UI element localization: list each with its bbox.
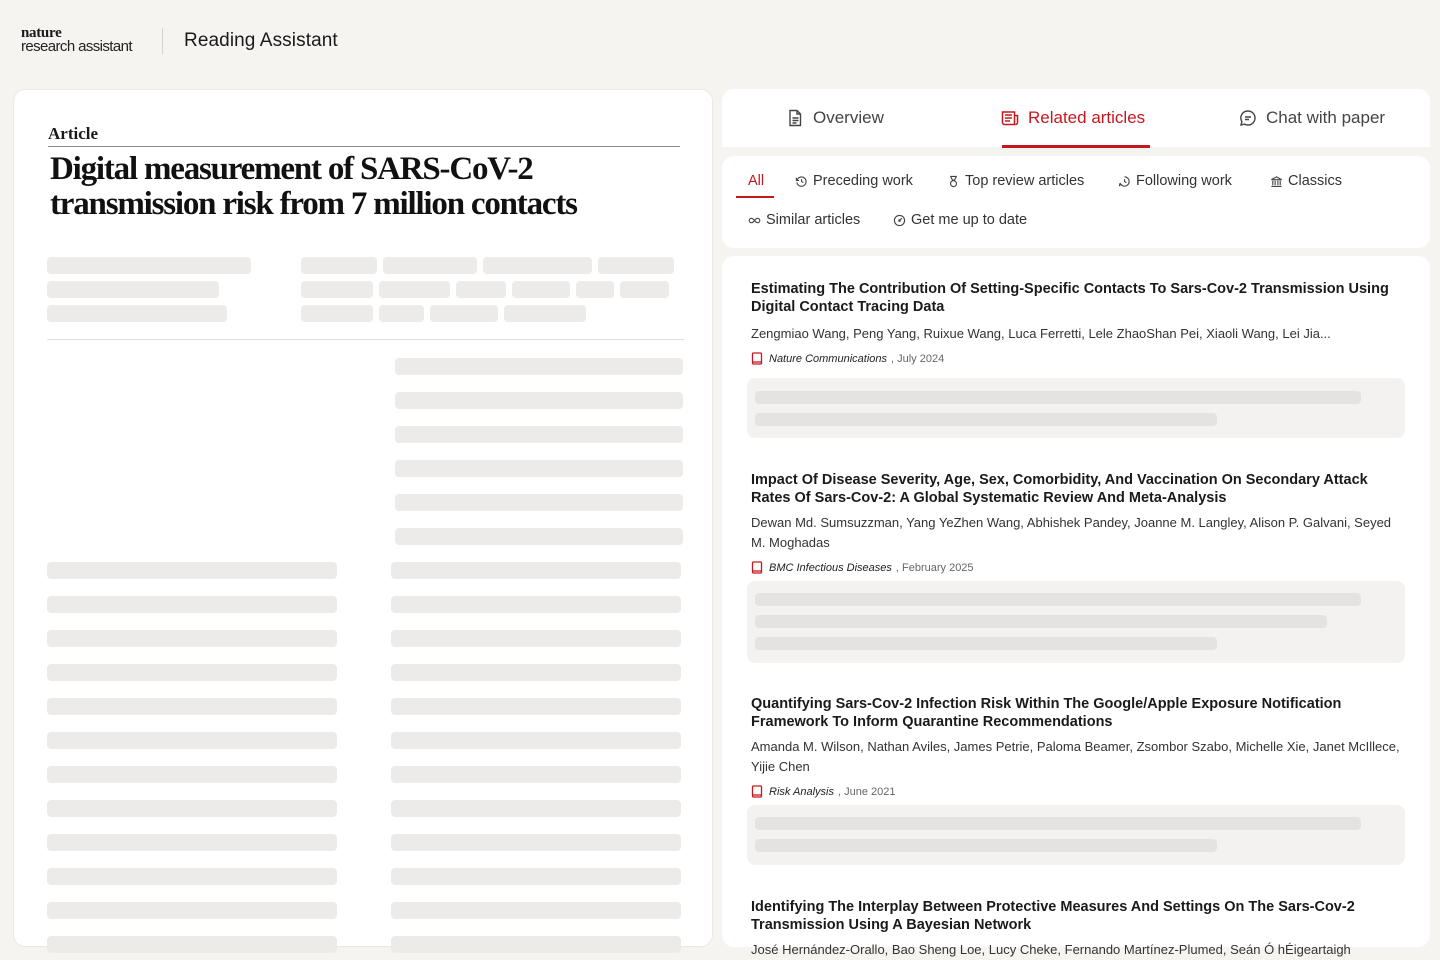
skeleton-line	[395, 528, 683, 545]
filter-similar-articles-label: Similar articles	[766, 212, 861, 228]
result-title[interactable]: Impact Of Disease Severity, Age, Sex, Comorbidity, And Vaccination On Secondary Attack Rates Of Sars-Cov-2: A Global Systematic Review And Meta-Analysis	[751, 472, 1368, 506]
active-filter-indicator	[736, 196, 774, 198]
skeleton-line	[391, 732, 681, 749]
skeleton-line	[483, 257, 592, 274]
skeleton-line	[391, 698, 681, 715]
related-filter-bar	[722, 156, 1430, 248]
summary-loading	[747, 581, 1405, 663]
skeleton-line	[755, 593, 1361, 606]
skeleton-line	[512, 281, 570, 298]
filter-following-work[interactable]	[1118, 170, 1232, 192]
result-title[interactable]: Identifying The Interplay Between Protective Measures And Settings On The Sars-Cov-2 Transmission Using A Bayesian Network	[751, 899, 1355, 933]
result-journal: BMC Infectious Diseases	[769, 562, 892, 574]
skeleton-line	[47, 936, 337, 953]
skeleton-line	[391, 800, 681, 817]
filter-classics-label: Classics	[1288, 173, 1342, 189]
filter-preceding-work-label: Preceding work	[813, 173, 913, 189]
skeleton-line	[47, 868, 337, 885]
skeleton-line	[598, 257, 674, 274]
result-title[interactable]: Quantifying Sars-Cov-2 Infection Risk Within The Google/Apple Exposure Notification Framework To Inform Quarantine Recommendations	[751, 696, 1342, 730]
skeleton-line	[47, 800, 337, 817]
panel-tabs	[722, 89, 1430, 147]
filter-top-review-articles[interactable]	[947, 170, 1084, 192]
tab-related-articles[interactable]	[1000, 89, 1145, 147]
skeleton-line	[47, 305, 227, 322]
skeleton-line	[456, 281, 506, 298]
skeleton-line	[47, 732, 337, 749]
skeleton-line	[47, 562, 337, 579]
skeleton-line	[391, 630, 681, 647]
skeleton-line	[395, 392, 683, 409]
skeleton-line	[379, 281, 450, 298]
article-title-rule	[48, 146, 680, 147]
result-journal: Risk Analysis	[769, 786, 834, 798]
skeleton-line	[47, 596, 337, 613]
result-authors: José Hernández-Orallo, Bao Sheng Loe, Lucy Cheke, Fernando Martínez-Plumed, Seán Ó hÉigeartaigh	[751, 942, 1351, 957]
book-icon	[751, 352, 763, 366]
result-meta	[751, 352, 1401, 366]
result-title[interactable]: Estimating The Contribution Of Setting-Specific Contacts To Sars-Cov-2 Transmission Using Digital Contact Tracing Data	[751, 281, 1389, 315]
skeleton-line	[391, 766, 681, 783]
filter-following-work-label: Following work	[1136, 173, 1232, 189]
medal-icon	[947, 175, 960, 188]
skeleton-line	[391, 596, 681, 613]
result-meta	[751, 785, 1401, 799]
result-journal: Nature Communications	[769, 353, 887, 365]
top-bar	[0, 0, 1440, 84]
skeleton-line	[47, 664, 337, 681]
skeleton-line	[391, 562, 681, 579]
content-separator	[47, 339, 684, 340]
skeleton-line	[383, 257, 477, 274]
skeleton-line	[391, 936, 681, 953]
skeleton-line	[47, 630, 337, 647]
nature-research-assistant-logo[interactable]	[21, 27, 132, 53]
logo-line-2: research assistant	[21, 38, 132, 55]
skeleton-line	[391, 664, 681, 681]
tab-overview[interactable]	[785, 89, 884, 147]
tab-chat-label: Chat with paper	[1266, 108, 1386, 127]
result-authors: Zengmiao Wang, Peng Yang, Ruixue Wang, Luca Ferretti, Lele ZhaoShan Pei, Xiaoli Wang, Lei Jia...	[751, 326, 1331, 341]
related-articles-list	[722, 256, 1430, 957]
document-icon	[785, 108, 805, 128]
skeleton-line	[395, 358, 683, 375]
history-icon	[795, 175, 808, 188]
list-item[interactable]	[751, 471, 1401, 575]
gauge-icon	[893, 214, 906, 227]
skeleton-line	[755, 413, 1217, 426]
skeleton-line	[620, 281, 669, 298]
skeleton-line	[47, 902, 337, 919]
logo-line-1: nature	[21, 25, 62, 41]
skeleton-line	[391, 902, 681, 919]
skeleton-line	[755, 637, 1217, 650]
skeleton-line	[391, 834, 681, 851]
skeleton-line	[47, 281, 219, 298]
filter-top-review-label: Top review articles	[965, 173, 1085, 189]
book-icon	[751, 561, 763, 575]
newspaper-icon	[1000, 108, 1020, 128]
article-title: Digital measurement of SARS-CoV-2 transmission risk from 7 million contacts	[50, 151, 577, 222]
skeleton-line	[301, 305, 373, 322]
skeleton-line	[47, 834, 337, 851]
skeleton-line	[301, 281, 373, 298]
chat-bubble-icon	[1238, 108, 1258, 128]
tab-overview-label: Overview	[813, 108, 884, 127]
columns-building-icon	[1270, 175, 1283, 188]
skeleton-line	[430, 305, 498, 322]
skeleton-line	[47, 257, 251, 274]
skeleton-line	[47, 698, 337, 715]
skeleton-line	[576, 281, 614, 298]
forward-clock-icon	[1118, 175, 1131, 188]
skeleton-line	[504, 305, 586, 322]
tab-related-articles-label: Related articles	[1028, 108, 1146, 127]
filter-get-me-up-to-date[interactable]	[893, 209, 1027, 231]
book-icon	[751, 785, 763, 799]
skeleton-line	[755, 839, 1217, 852]
skeleton-line	[755, 615, 1327, 628]
result-date: , June 2021	[838, 786, 896, 798]
skeleton-line	[301, 257, 377, 274]
summary-loading	[747, 805, 1405, 865]
tab-chat-with-paper[interactable]	[1238, 89, 1385, 147]
list-item[interactable]	[751, 695, 1401, 799]
skeleton-line	[47, 766, 337, 783]
filter-all[interactable]	[748, 170, 764, 192]
infinity-icon	[748, 214, 761, 227]
skeleton-line	[379, 305, 424, 322]
article-preview-panel	[13, 89, 713, 947]
result-date: , February 2025	[895, 562, 974, 574]
header-divider	[162, 28, 163, 54]
list-item[interactable]	[751, 898, 1401, 960]
filter-similar-articles[interactable]	[748, 209, 860, 231]
skeleton-line	[755, 817, 1361, 830]
skeleton-line	[755, 391, 1361, 404]
active-tab-indicator	[1002, 145, 1150, 148]
result-meta	[751, 561, 1401, 575]
filter-up-to-date-label: Get me up to date	[911, 212, 1028, 228]
result-authors: Dewan Md. Sumsuzzman, Yang YeZhen Wang, Abhishek Pandey, Joanne M. Langley, Alison P. Galvani, Seyed M. Moghadas	[751, 515, 1392, 550]
filter-classics[interactable]	[1270, 170, 1342, 192]
filter-preceding-work[interactable]	[795, 170, 913, 192]
skeleton-line	[391, 868, 681, 885]
list-item[interactable]	[751, 280, 1401, 366]
result-date: , July 2024	[891, 353, 945, 365]
skeleton-line	[395, 426, 683, 443]
summary-loading	[747, 378, 1405, 438]
filter-all-label: All	[748, 173, 765, 189]
skeleton-line	[395, 460, 683, 477]
article-type-label: Article	[48, 124, 99, 143]
skeleton-line	[395, 494, 683, 511]
result-authors: Amanda M. Wilson, Nathan Aviles, James Petrie, Paloma Beamer, Zsombor Szabo, Michelle Xie, Janet McIllece, Yijie Chen	[751, 739, 1400, 774]
app-title: Reading Assistant	[184, 30, 338, 51]
